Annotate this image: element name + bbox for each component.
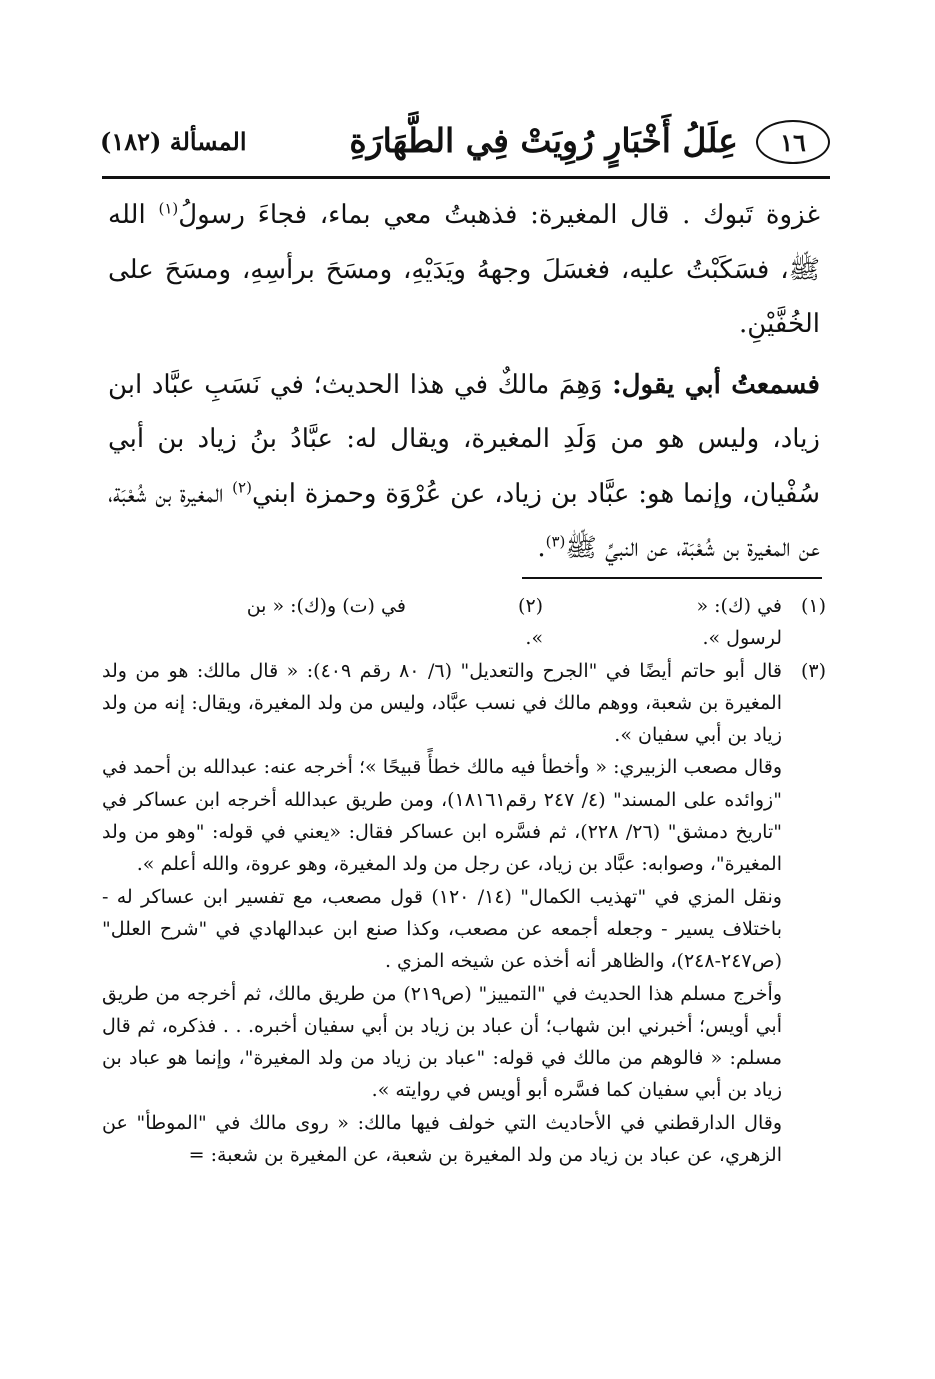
footnote-2 <box>202 590 543 655</box>
footnote-row-1-2 <box>102 590 826 655</box>
footnote-3-paragraph: وأخرج مسلم هذا الحديث في "التمييز" (ص٢١٩) من طريق مالك، ثم أخرجه من طريق أبي أويس؛ أخبرني ابن شهاب؛ أن عباد بن زياد بن أبي سفيان أخبره. . . فذكره، ثم قال مسلم: « فالوهم من مالك في قوله: "عباد بن زياد من ولد المغيرة"، وإنما هو عباد بن زياد بن أبي سفيان كما فسَّره أبو أويس في روايته ». <box>102 982 782 1102</box>
text-run: وَهِمَ مالكٌ في هذا الحديث؛ في نَسَبِ عبَّاد ابن زياد، وليس هو من وَلَدِ المغيرة، ويقال له: عبَّادُ بنُ زياد بن أبي سُفْيان، وإنما هو: عبَّاد بن زياد، عن عُرْوَة وحمزة ابني <box>108 369 820 509</box>
page-number: ١٦ <box>756 120 830 164</box>
footnote-3-continuation <box>102 1107 826 1172</box>
footnote-ref-3: (٣) <box>545 532 566 551</box>
paragraph-lead: فسمعتُ أبي يقول: <box>612 369 820 400</box>
header-rule <box>102 176 830 179</box>
footnote-ref-1: (١) <box>158 199 179 218</box>
text-run: . <box>537 533 546 563</box>
footnote-number: (٣) <box>800 659 826 682</box>
footnote-3 <box>102 655 826 752</box>
footnote-separator <box>522 577 822 579</box>
footnote-3-continuation <box>102 751 826 880</box>
footnote-3-paragraph: وقال مصعب الزبيري: « وأخطأ فيه مالك خطأً قبيحًا »؛ أخرجه عنه: عبدالله بن أحمد في "زوائده على المسند" (٤/ ٢٤٧ رقم١٨١٦١)، ومن طريق عبدالله أخرجه ابن عساكر في "تاريخ دمشق" (٢٦/ ٢٢٨)، ثم فسَّره ابن عساكر فقال: «يعني في قوله: "وهو من ولد المغيرة"، وصوابه: عبَّاد بن زياد، عن رجل من ولد المغيرة، وهو عروة، والله أعلم ». <box>102 756 782 876</box>
footnote-3-paragraph: وقال الدارقطني في الأحاديث التي خولف فيها مالك: « روى مالك في "الموطأ" عن الزهري، عن عباد بن زياد من ولد المغيرة بن شعبة، عن المغيرة بن شعبة: = <box>102 1111 782 1167</box>
page-header <box>100 118 830 170</box>
footnote-3-continuation <box>102 978 826 1107</box>
main-text <box>108 188 820 576</box>
footnote-1-text: في (ك): « لرسول ». <box>696 595 782 650</box>
footnote-ref-2: (٢) <box>232 477 252 496</box>
footnote-3-paragraph: ونقل المزي في "تهذيب الكمال" (١٤/ ١٢٠) قول مصعب، مع تفسير ابن عساكر له - باختلاف يسير - وجعله أجمعه عن مصعب، وكذا صنع ابن عبدالهادي في "شرح العلل" (ص٢٤٧-٢٤٨)، والظاهر أنه أخذه عن شيخه المزي . <box>102 885 782 973</box>
footnote-number: (٢) <box>518 595 544 617</box>
footnotes <box>102 590 826 1171</box>
footnote-2-text: في (ت) و(ك): « بن ». <box>246 595 544 650</box>
footnote-3-continuation <box>102 881 826 978</box>
text-run: المغيرة بن شُعْبَة، عن المغيرة بن شُعْبَة، عن النبيِّ ﷺ <box>108 478 820 563</box>
footnote-number: (١) <box>800 595 826 617</box>
footnote-3-paragraph: قال أبو حاتم أيضًا في "الجرح والتعديل" (٦/ ٨٠ رقم ٤٠٩): « قال مالك: هو من ولد المغيرة بن شعبة، ووهم مالك في نسب عبَّاد، وليس من ولد المغيرة، ويقال: إنه من ولد زياد بن أبي سفيان ». <box>102 659 783 747</box>
paragraph-1 <box>108 188 820 352</box>
section-title: المسألة (١٨٢) <box>100 127 247 156</box>
footnote-columns <box>102 590 782 655</box>
paragraph-2 <box>108 358 820 576</box>
text-run: الله ﷺ، فسَكَبْتُ عليه، فغسَلَ وجههُ ويَدَيْهِ، ومسَحَ برأسِهِ، ومسَحَ على الخُفَّيْنِ. <box>108 200 820 339</box>
book-title: عِلَلُ أَخْبَارٍ رُوِيَتْ فِي الطَّهَارَةِ <box>349 121 738 160</box>
text-run: غزوة تَبوك . قال المغيرة: فذهبتُ معي بماء، فجاءَ رسولُ <box>178 200 820 230</box>
